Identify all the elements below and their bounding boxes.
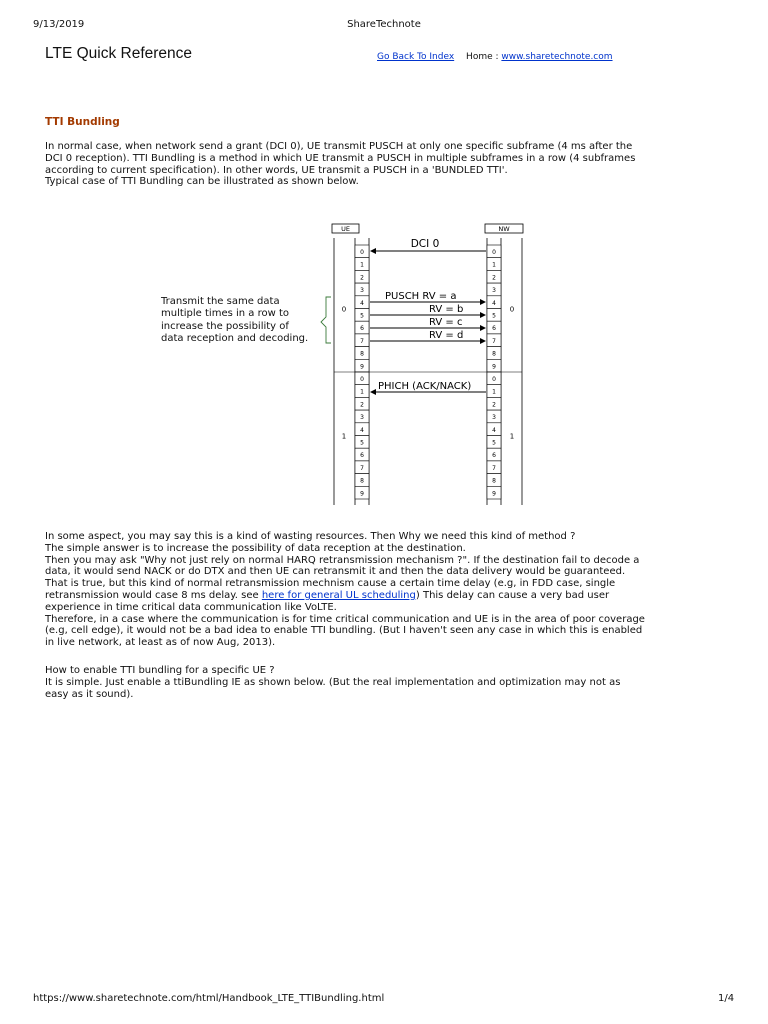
body-line: Then you may ask "Why not just rely on normal HARQ retransmission mechanism ?". If the destination fail to decode a <box>45 554 640 566</box>
print-page-number: 1/4 <box>718 993 735 1004</box>
annotation-line: data reception and decoding. <box>161 333 309 345</box>
nw-subframe-number: 6 <box>492 325 496 333</box>
intro-line: DCI 0 reception). TTI Bundling is a method in which UE transmit a PUSCH in multiple subframes in a row (4 subframes <box>45 152 636 164</box>
ue-subframe-number: 9 <box>360 490 364 498</box>
rv-d-label: RV = d <box>429 330 464 341</box>
ue-header-label: UE <box>341 225 350 233</box>
nw-subframe-number: 7 <box>492 337 496 345</box>
nw-subframe-number: 3 <box>492 414 496 422</box>
nw-subframe-number: 4 <box>492 299 496 307</box>
intro-line: Typical case of TTI Bundling can be illustrated as shown below. <box>45 176 359 188</box>
ue-subframe-number: 0 <box>360 376 364 383</box>
howto-line: easy as it sound). <box>45 688 134 700</box>
nw-subframe-number: 1 <box>492 261 496 269</box>
nw-subframe-number: 8 <box>492 477 496 485</box>
nw-subframe-number: 2 <box>492 274 496 282</box>
annotation-line: Transmit the same data <box>161 296 280 307</box>
nw-subframe-number: 4 <box>492 426 496 434</box>
ue-subframe-number: 8 <box>360 477 364 485</box>
ue-subframe-number: 9 <box>360 363 364 371</box>
pusch-a-arrow-head <box>480 299 486 305</box>
pusch-rv-a-label: PUSCH RV = a <box>385 291 457 302</box>
bundle-bracket <box>321 297 331 343</box>
nw-subframe-number: 3 <box>492 287 496 295</box>
nw-sfn-label: 0 <box>509 305 515 314</box>
body-line <box>45 590 655 602</box>
nw-subframe-number: 9 <box>492 490 496 498</box>
ue-subframe-number: 8 <box>360 350 364 358</box>
ue-subframe-number: 4 <box>360 426 364 434</box>
annotation-line: multiple times in a row to <box>161 308 290 320</box>
nw-subframe-number: 9 <box>492 363 496 371</box>
nw-header-label: NW <box>498 225 510 233</box>
ue-subframe-number: 2 <box>360 274 364 282</box>
ue-subframe-number: 1 <box>360 261 364 269</box>
body-line: The simple answer is to increase the possibility of data reception at the destination. <box>45 542 466 554</box>
pusch-d-arrow-head <box>480 338 486 344</box>
print-footer-url: https://www.sharetechnote.com/html/Handbook_LTE_TTIBundling.html <box>33 993 385 1004</box>
nw-subframe-number: 6 <box>492 452 496 460</box>
dci-arrow-head <box>370 248 376 254</box>
ue-subframe-number: 0 <box>360 249 364 256</box>
body-line: experience in time critical data communication like VoLTE. <box>45 601 337 613</box>
body-line-text: retransmission would case 8 ms delay. see <box>45 589 262 601</box>
nw-subframe-number: 2 <box>492 401 496 409</box>
nw-subframe-number: 7 <box>492 464 496 472</box>
rv-c-label: RV = c <box>429 317 463 328</box>
ue-subframe-number: 7 <box>360 337 364 345</box>
nw-subframe-number: 5 <box>492 439 496 447</box>
pusch-b-arrow-head <box>480 312 486 318</box>
ue-subframe-number: 1 <box>360 388 364 396</box>
dci-label: DCI 0 <box>410 238 440 250</box>
pusch-c-arrow-head <box>480 325 486 331</box>
nw-subframe-number: 8 <box>492 350 496 358</box>
section-title: TTI Bundling <box>45 116 120 128</box>
print-date: 9/13/2019 <box>33 19 85 30</box>
howto-line: How to enable TTI bundling for a specific UE ? <box>45 665 275 676</box>
body-line: That is true, but this kind of normal retransmission mechnism cause a certain time delay (e.g, in FDD case, single <box>45 578 616 590</box>
ul-scheduling-link[interactable]: here for general UL scheduling <box>261 589 416 601</box>
print-site-name: ShareTechnote <box>347 19 421 30</box>
home-link[interactable]: www.sharetechnote.com <box>501 52 613 62</box>
body-line: Therefore, in a case where the communication is for time critical communication and UE is in the area of poor coverage <box>45 613 645 625</box>
nw-subframe-number: 0 <box>492 249 496 256</box>
ue-subframe-number: 5 <box>360 312 364 320</box>
home-label: Home : <box>466 52 502 62</box>
nw-sfn-label: 1 <box>509 432 515 441</box>
ue-subframe-number: 5 <box>360 439 364 447</box>
nw-subframe-number: 5 <box>492 312 496 320</box>
nw-subframe-number: 0 <box>492 376 496 383</box>
ue-sfn-label: 0 <box>341 305 347 314</box>
ue-subframe-number: 3 <box>360 414 364 422</box>
nw-subframe-number: 1 <box>492 388 496 396</box>
ue-subframe-number: 6 <box>360 452 364 460</box>
ue-subframe-number: 3 <box>360 287 364 295</box>
bundle-annotation <box>161 296 308 346</box>
phich-label: PHICH (ACK/NACK) <box>378 381 472 392</box>
ue-subframe-number: 7 <box>360 464 364 472</box>
ue-subframe-number: 4 <box>360 299 364 307</box>
body-line: data, it would send NACK or do DTX and then UE can retransmit it and then the data delivery would be guaranteed. <box>45 566 626 578</box>
howto-paragraph <box>45 665 655 700</box>
body-paragraph <box>45 531 655 649</box>
ue-subframe-number: 6 <box>360 325 364 333</box>
body-line: (e.g, cell edge), it would not be a bad idea to enable TTI bundling. (But I haven't seen any case in which this is enabled <box>45 625 643 637</box>
body-line: In some aspect, you may say this is a kind of wasting resources. Then Why we need this kind of method ? <box>45 531 576 542</box>
phich-arrow-head <box>370 389 376 395</box>
ue-sfn-label: 1 <box>341 432 347 441</box>
page-title: LTE Quick Reference <box>45 45 193 62</box>
intro-line: In normal case, when network send a grant (DCI 0), UE transmit PUSCH at only one specific subframe (4 ms after the <box>45 141 633 152</box>
body-line: in live network, at least as of now Aug, 2013). <box>45 637 276 649</box>
rv-b-label: RV = b <box>429 304 464 315</box>
body-line-text: ) This delay can cause a very bad user <box>415 589 610 601</box>
back-to-index-link[interactable]: Go Back To Index <box>377 52 455 62</box>
intro-line: according to current specification). In other words, UE transmit a PUSCH in a 'BUNDLED TTI'. <box>45 164 508 176</box>
ue-subframe-number: 2 <box>360 401 364 409</box>
annotation-line: increase the possibility of <box>161 320 289 332</box>
howto-line: It is simple. Just enable a ttiBundling IE as shown below. (But the real implementation and optimization may not as <box>45 676 621 688</box>
subframe-grid <box>334 245 522 499</box>
